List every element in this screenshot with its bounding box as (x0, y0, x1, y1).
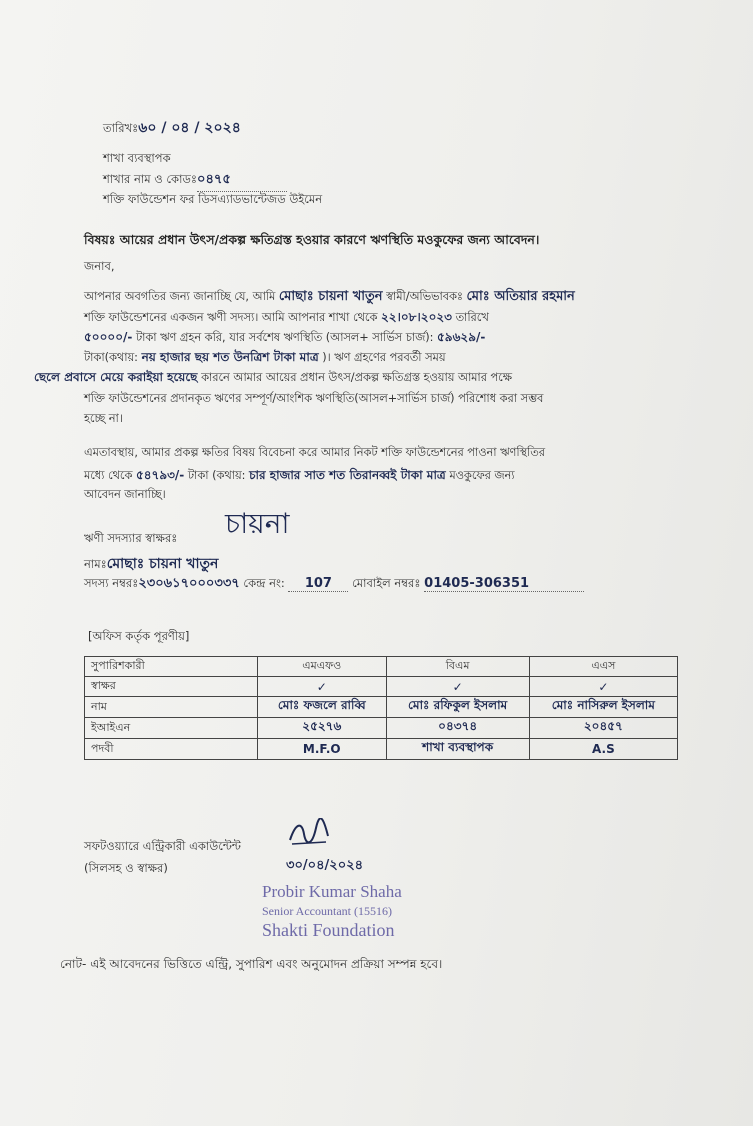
table-header-cell: এএস (529, 657, 677, 677)
date-line (103, 116, 241, 140)
member-id: ২৩০৬১৭০০০৩৩৭ (138, 576, 240, 591)
body-text: মধ্যে থেকে (84, 469, 133, 482)
guardian-name: মোঃ অতিয়ার রহমান (466, 289, 575, 304)
footer-note: নোট- এই আবেদনের ভিত্তিতে এন্ট্রি, সুপারিশ এবং অনুমোদন প্রক্রিয়া সম্পন্ন হবে। (60, 957, 443, 971)
designation-cell: শাখা ব্যবস্থাপক (386, 739, 529, 760)
office-table (84, 656, 678, 760)
body-text: টাকা(কথায়: (84, 351, 138, 364)
table-header-cell: বিএম (386, 657, 529, 677)
date-label: তারিখঃ (103, 121, 139, 135)
body-text: কারনে আমার আয়ের প্রধান উৎস/প্রকল্প ক্ষতিগ্রস্ত হওয়ায় আমার পক্ষে (201, 371, 512, 384)
member-signature: চায়না (225, 507, 290, 540)
waiver-words: চার হাজার সাত শত তিরানব্বই টাকা মাত্র (249, 468, 446, 482)
date-value: ৬০ / ০৪ / ২০২৪ (138, 120, 241, 136)
table-header-row (85, 657, 678, 677)
member-id-line (84, 574, 584, 595)
member-name-line (84, 552, 218, 576)
waiver-amount: ৫৪৭৯৩/- (135, 468, 185, 482)
signature-cell: ✓ (529, 677, 677, 697)
body-line-8: এমতাবস্থায়, আমার প্রকল্প ক্ষতির বিষয় বিবেচনা করে আমার নিকট শক্তি ফাউন্ডেশনের পাওনা ঋণস্থিতির (84, 446, 545, 459)
table-header-cell: এমএফও (258, 657, 387, 677)
body-text: টাকা ঋণ গ্রহন করি, যার সর্বশেষ ঋণস্থিতি (আসল+ সার্ভিস চার্জ): (135, 331, 434, 344)
member-name: মোছাঃ চায়না খাতুন (106, 556, 219, 572)
body-text: মওকুফের জন্য (449, 469, 515, 482)
body-text: )। ঋণ গ্রহণের পরবর্তী সময় (322, 351, 446, 364)
name-cell: মোঃ রফিকুল ইসলাম (386, 697, 529, 718)
table-row (85, 697, 678, 718)
row-label: ইআইএন (85, 718, 258, 739)
office-heading: [অফিস কর্তৃক পূরণীয়] (88, 629, 190, 643)
stamp-org: Shakti Foundation (262, 920, 395, 940)
body-line-10: আবেদন জানাচ্ছি। (84, 488, 166, 501)
table-row (85, 718, 678, 739)
ein-cell: ২০৪৫৭ (529, 718, 677, 739)
accountant-line1: সফটওয়্যারে এন্ট্রিকারী একাউন্টেন্ট (84, 839, 241, 853)
body-text: শক্তি ফাউন্ডেশনের একজন ঋণী সদস্য। আমি আপনার শাখা থেকে (84, 311, 378, 324)
loan-date: ২২।০৮।২০২৩ (380, 310, 452, 324)
table-row (85, 677, 678, 697)
table-row (85, 739, 678, 760)
accountant-sign-date: ৩০/০৪/২০২৪ (286, 858, 364, 873)
body-text: আপনার অবগতির জন্য জানাচ্ছি যে, আমি (84, 290, 276, 303)
ein-cell: ২৫২৭৬ (258, 718, 387, 739)
body-line-5 (34, 366, 512, 389)
stamp-name: Probir Kumar Shaha (262, 882, 402, 901)
balance-amount: ৫৯৬২৯/- (437, 330, 486, 344)
body-text: তারিখে (455, 311, 489, 324)
member-id-label: সদস্য নম্বরঃ (84, 576, 139, 590)
designation-cell: A.S (529, 739, 677, 760)
center-label: কেন্দ্র নং: (243, 576, 285, 590)
body-line-6: শক্তি ফাউন্ডেশনের প্রদানকৃত ঋণের সম্পূর্ণ/আংশিক ঋণস্থিতি(আসল+সার্ভিস চার্জ) পরিশোধ করা সম্ভব (84, 392, 544, 405)
member-signature-label: ঋণী সদস্যার স্বাক্ষরঃ (84, 531, 178, 545)
row-label: স্বাক্ষর (85, 677, 258, 697)
stamp-title: Senior Accountant (15516) (262, 904, 392, 918)
body-line-1 (84, 286, 575, 308)
designation-cell: M.F.O (258, 739, 387, 760)
table-header-cell: সুপারিশকারী (85, 657, 258, 677)
balance-words: নয় হাজার ছয় শত উনত্রিশ টাকা মাত্র (141, 350, 319, 364)
name-cell: মোঃ নাসিরুল ইসলাম (529, 697, 677, 718)
mobile-label: মোবাইল নম্বরঃ (352, 576, 421, 590)
body-line-7: হচ্ছে না। (84, 412, 123, 425)
accountant-line2: (সিলসহ ও স্বাক্ষর) (84, 861, 168, 875)
ein-cell: ০৪৩৭৪ (386, 718, 529, 739)
branch-line (103, 170, 287, 192)
row-label: পদবী (85, 739, 258, 760)
body-text: টাকা (কথায়: (187, 469, 246, 482)
loan-amount: ৫০০০০/- (84, 330, 133, 344)
signature-cell: ✓ (386, 677, 529, 697)
mobile-number: 01405-306351 (424, 576, 530, 591)
applicant-name: মোছাঃ চায়না খাতুন (278, 289, 383, 304)
accountant-signature-mark (286, 818, 332, 848)
center-number: 107 (304, 576, 332, 591)
row-label: নাম (85, 697, 258, 718)
member-name-label: নামঃ (84, 557, 107, 571)
branch-label: শাখার নাম ও কোডঃ (103, 172, 198, 186)
org-line: শক্তি ফাউন্ডেশন ফর ডিসএ্যাডভান্টেজড উইমেন (103, 192, 323, 206)
body-text: স্বামী/অভিভাবকঃ (386, 290, 463, 303)
signature-scribble-icon (286, 818, 332, 848)
branch-code: ০৪৭৫ (197, 172, 231, 187)
member-signature-line (84, 530, 177, 549)
salutation: জনাব, (84, 259, 115, 273)
subject-line: বিষয়ঃ আয়ের প্রধান উৎস/প্রকল্প ক্ষতিগ্রস্ত হওয়ার কারণে ঋণস্থিতি মওকুফের জন্য আবেদন। (84, 232, 540, 247)
addressee-line1: শাখা ব্যবস্থাপক (103, 151, 171, 165)
name-cell: মোঃ ফজলে রাব্বি (258, 697, 387, 718)
signature-cell: ✓ (258, 677, 387, 697)
loss-reason: ছেলে প্রবাসে মেয়ে করাইয়া হয়েছে (34, 370, 198, 384)
